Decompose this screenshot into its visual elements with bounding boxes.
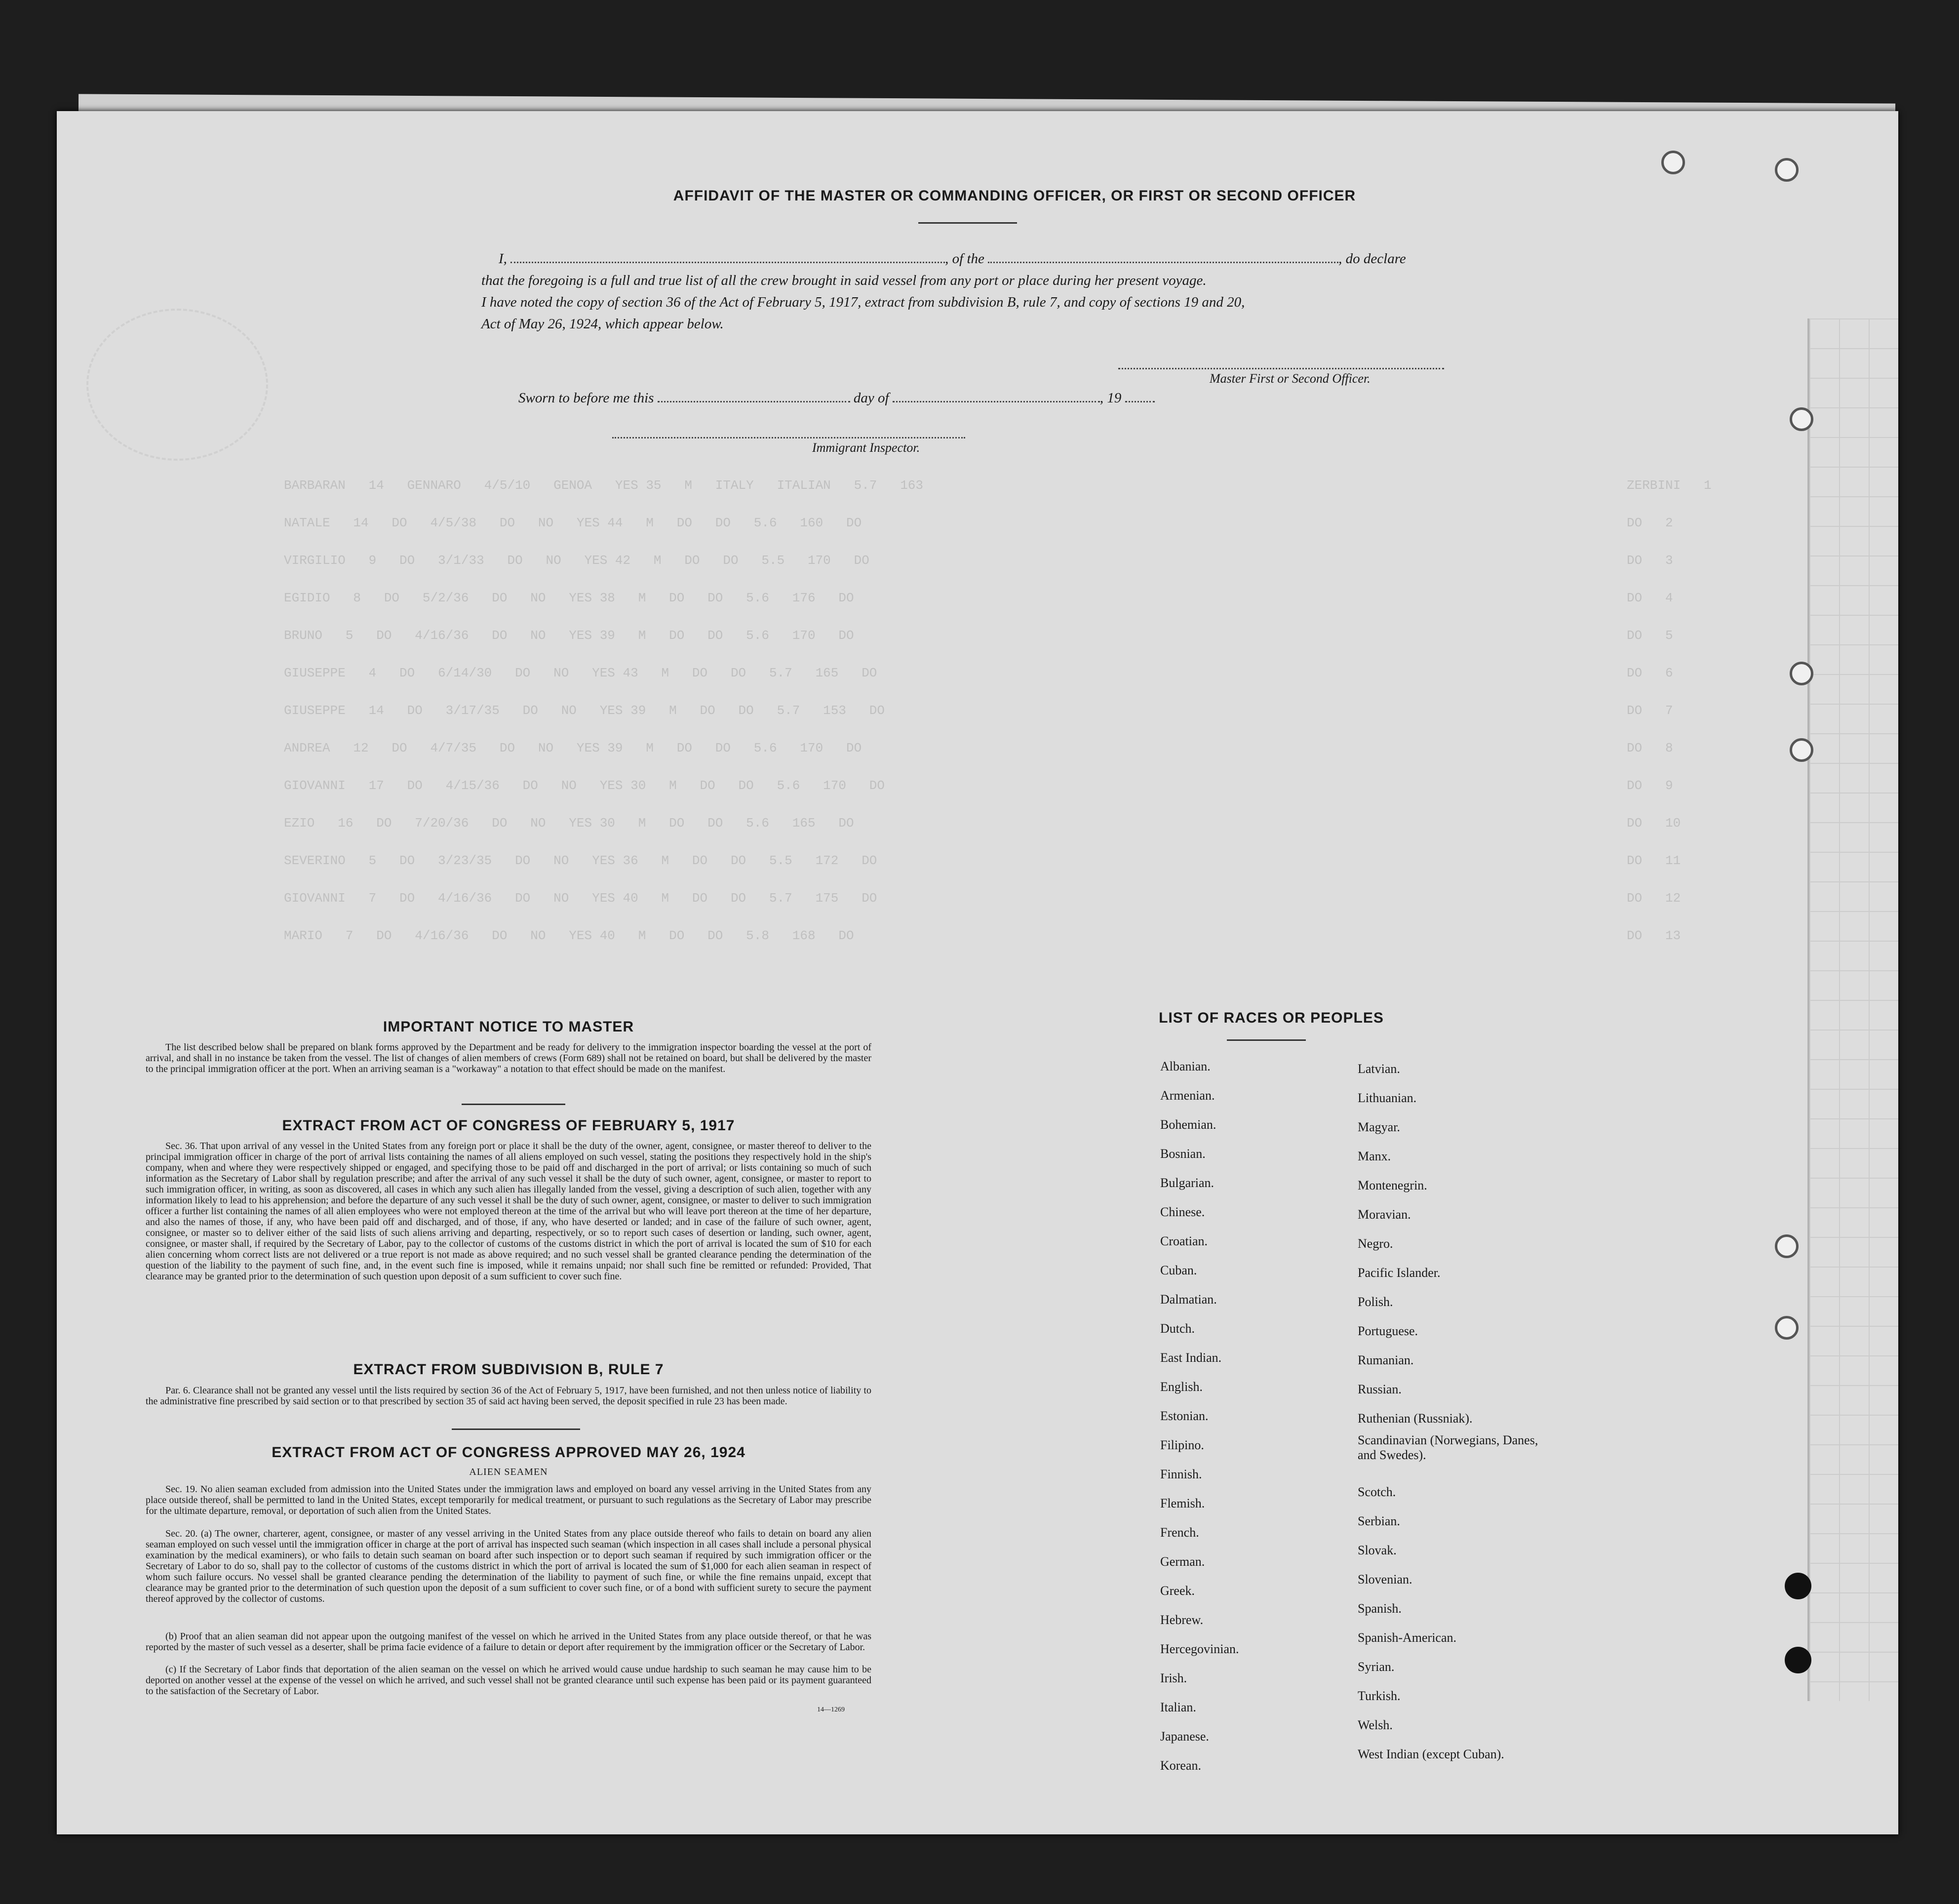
affidavit-line2: that the foregoing is a full and true list of all the crew brought in said vessel from any port or place during her present voyage. (481, 273, 1207, 288)
race-item: Hebrew. (1160, 1613, 1204, 1627)
extract-1917-title: EXTRACT FROM ACT OF CONGRESS OF FEBRUARY 5, 1917 (282, 1117, 735, 1134)
affidavit-line1 (499, 251, 1535, 267)
do-declare-label: , do declare (1338, 251, 1406, 267)
race-item: West Indian (except Cuban). (1358, 1747, 1504, 1761)
master-signature-line[interactable] (1118, 368, 1444, 369)
punch-hole (1790, 407, 1813, 431)
race-item: Ruthenian (Russniak). (1358, 1411, 1473, 1426)
race-item: Moravian. (1358, 1207, 1411, 1222)
sec20b-text: (b) Proof that an alien seaman did not appear upon the outgoing manifest of the vessel on which he arrived in the United States from any place outside thereof, or that he was reported by the master of such vessel as a deserter, shall be prima facie evidence of a failure to detain or deport after requirement by the immigration officer or the Secretary of Labor. (146, 1631, 871, 1653)
sec19-text: Sec. 19. No alien seaman excluded from admission into the United States under the immigration laws and employed on board any vessel arriving in the United States from any place outside thereof, shall be permitted to land in the United States, except temporarily for medical treatment, or pursuant to such regulations as the Secretary of Labor may prescribe for the ultimate departure, removal, or deportation of such alien from the United States. (146, 1484, 871, 1516)
form-number: 14—1269 (817, 1706, 845, 1713)
sec20a-text: Sec. 20. (a) The owner, charterer, agent, consignee, or master of any vessel arriving in the United States from any place outside thereof who fails to detain on board any alien seaman employed on such vessel until the immigration officer in charge at the port of arrival has inspected such seaman (which inspection in all cases shall include a personal physical examination by the medical examiners), or who fails to detain such seaman on board after such inspection or to deport such seaman if required by such immigration officer or the Secretary of Labor to do so, shall pay to the collector of customs of the customs district in which the port of arrival is located the sum of $1,000 for each alien seaman in respect of whom such failure occurs. No vessel shall be granted clearance pending the determination of the liability to payment of such fine, or while the fine remains unpaid, except that clearance may be granted prior to the determination of such question upon the deposit of a sum sufficient to cover such fine, or of a bond with sufficient surety to secure the payment thereof approved by the collector of customs. (146, 1528, 871, 1604)
race-item: Croatian. (1160, 1234, 1208, 1248)
sworn-month-blank[interactable] (893, 400, 1100, 402)
race-item: Filipino. (1160, 1438, 1204, 1452)
rule7-text: Par. 6. Clearance shall not be granted any vessel until the lists required by section 36 of the Act of February 5, 1917, have been furnished, and not then unless notice of liability to the administrative fine prescribed by said section or to that prescribed by section 35 of said act having been served, the deposit specified in rule 23 has been made. (146, 1385, 871, 1407)
sec20c-text: (c) If the Secretary of Labor finds that deportation of the alien seaman on the vessel on which he arrived would cause undue hardship to such seaman he may cause him to be deported on another vessel at the expense of the vessel on which he arrived, and such vessel shall not be granted clearance until such expense has been paid or its payment guaranteed to the satisfaction of the Secretary of Labor. (146, 1664, 871, 1697)
race-item: English. (1160, 1380, 1203, 1394)
race-item: Welsh. (1358, 1718, 1393, 1732)
race-item: Pacific Islander. (1358, 1266, 1441, 1280)
race-item: Irish. (1160, 1671, 1187, 1685)
races-right-column (1358, 1054, 1545, 1769)
race-item: East Indian. (1160, 1350, 1222, 1365)
day-of-label: day of (853, 390, 889, 406)
extract-1924-title: EXTRACT FROM ACT OF CONGRESS APPROVED MAY 26, 1924 (272, 1444, 745, 1461)
inspector-signature-line[interactable] (612, 437, 965, 438)
divider (452, 1428, 580, 1430)
races-left-column (1160, 1052, 1239, 1780)
race-item: Bulgarian. (1160, 1176, 1215, 1190)
of-the-label: , of the (945, 251, 984, 267)
race-item: German. (1160, 1554, 1205, 1569)
punch-hole (1785, 1573, 1811, 1599)
extract-1917-text: Sec. 36. That upon arrival of any vessel in the United States from any foreign port or place it shall be the duty of the owner, agent, consignee, or master thereof to deliver to the principal immigration officer in charge of the port of arrival lists containing the names of all aliens employed on such vessel, stating the positions they respectively hold in the ship's company, when and where they were respectively shipped or engaged, and specifying those to be paid off and discharged in the port of arrival; or lists containing so much of such information as the Secretary of Labor shall by regulation prescribe; and after the arrival of any such vessel it shall be the duty of such owner, agent, consignee, or master to report to such immigration officer, in writing, as soon as discovered, all cases in which any such alien has illegally landed from the vessel, giving a description of such alien, together with any information likely to lead to his apprehension; and before the departure of any such vessel it shall be the duty of such owner, agent, consignee, or master to deliver to such immigration officer a further list containing the names of all alien employees who were not employed thereon at the time of the arrival but who will leave port thereon at the time of her departure, and also the names of those, if any, who have been paid off and discharged, and of those, if any, who have deserted or landed; and in case of the failure of such owner, agent, consignee, or master so to deliver either of the said lists of such aliens arriving and departing, respectively, or so to report such cases of desertion or landing, such owner, agent, consignee, or master shall, if required by the Secretary of Labor, pay to the collector of customs of the customs district in which the port of arrival is located the sum of $10 for each alien concerning whom correct lists are not delivered or a true report is not made as above required; and no such vessel shall be granted clearance pending the determination of the question of the liability to the payment of such fine, and, in the event such fine is imposed, while it remains unpaid; nor shall such fine be remitted or refunded: Provided, That clearance may be granted prior to the determination of such question upon deposit of a sum sufficient to cover such fine. (146, 1141, 871, 1282)
punch-hole (1661, 151, 1685, 174)
affidavit-line4: Act of May 26, 1924, which appear below. (481, 316, 724, 332)
grid-paper-edge (1807, 318, 1898, 1701)
race-item: Estonian. (1160, 1409, 1209, 1423)
race-item: Manx. (1358, 1149, 1391, 1163)
race-item: Flemish. (1160, 1496, 1205, 1510)
divider (462, 1104, 565, 1105)
manifest-page (57, 111, 1898, 1834)
races-title: LIST OF RACES OR PEOPLES (1159, 1010, 1384, 1026)
punch-hole (1790, 738, 1813, 762)
race-item: Finnish. (1160, 1467, 1202, 1481)
race-item: French. (1160, 1525, 1199, 1540)
punch-hole (1775, 1234, 1799, 1258)
race-item: Portuguese. (1358, 1324, 1418, 1338)
vessel-blank[interactable] (988, 261, 1338, 263)
notice-text: The list described below shall be prepared on blank forms approved by the Department and be ready for delivery to the immigration inspector boarding the vessel at the port of arrival, and shall in no instance be taken from the vessel. The list of changes of alien members of crews (Form 689) shall not be retained on board, but shall be delivered by the master to the principal immigration officer at the port. When an arriving seaman is a "workaway" a notation to that effect should be made on the manifest. (146, 1042, 871, 1074)
race-item: Italian. (1160, 1700, 1196, 1714)
race-item: Magyar. (1358, 1120, 1400, 1134)
race-item: Turkish. (1358, 1689, 1401, 1703)
faded-seal (86, 309, 268, 461)
race-item: Russian. (1358, 1382, 1402, 1396)
race-item: Armenian. (1160, 1088, 1215, 1103)
divider (1227, 1039, 1306, 1041)
punch-hole (1775, 1316, 1799, 1340)
race-item: Korean. (1160, 1758, 1202, 1773)
race-item: Spanish. (1358, 1601, 1402, 1616)
sworn-label: Sworn to before me this (518, 390, 654, 406)
race-item: Scandinavian (Norwegians, Danes, and Swedes). (1358, 1433, 1538, 1462)
race-item: Bosnian. (1160, 1147, 1206, 1161)
race-item: Serbian. (1358, 1514, 1400, 1528)
punch-hole (1775, 158, 1799, 182)
race-item: Slovenian. (1358, 1572, 1412, 1587)
notice-title: IMPORTANT NOTICE TO MASTER (383, 1019, 634, 1035)
race-item: Lithuanian. (1358, 1091, 1417, 1105)
affidavit-title: AFFIDAVIT OF THE MASTER OR COMMANDING OFFICER, OR FIRST OR SECOND OFFICER (673, 188, 1356, 204)
race-item: Syrian. (1358, 1660, 1395, 1674)
race-item: Chinese. (1160, 1205, 1205, 1219)
bleed-through-text-left: ZERBINI 1 DO 2 DO 3 DO 4 DO 5 DO 6 DO 7 DO 8 DO 9 DO 10 DO 11 DO 12 DO 13 (1627, 478, 1712, 943)
affidavit-line3: I have noted the copy of section 36 of the Act of February 5, 1917, extract from subdivision B, rule 7, and copy of sections 19 and 20, (481, 294, 1245, 310)
sworn-day-blank[interactable] (658, 400, 850, 402)
race-item: Dutch. (1160, 1321, 1195, 1336)
race-item: Slovak. (1358, 1543, 1397, 1557)
bleed-through-text: BARBARAN 14 GENNARO 4/5/10 GENOA YES 35 M ITALY ITALIAN 5.7 163 NATALE 14 DO 4/5/38 DO NO YES 44 M DO DO 5.6 160 DO VIRGILIO 9 DO 3/1/33 DO NO YES 42 M DO DO 5.5 170 DO EGIDIO 8 DO 5/2/36 DO NO YES 38 M DO DO 5.6 176 DO BRUNO 5 DO 4/16/36 DO NO YES 39 M DO DO 5.6 170 DO GIUSEPPE 4 DO 6/14/30 DO NO YES 43 M DO DO 5.7 165 DO GIUSEPPE 14 DO 3/17/35 DO NO YES 39 M DO DO 5.7 153 DO ANDREA 12 DO 4/7/35 DO NO YES 39 M DO DO 5.6 170 DO GIOVANNI 17 DO 4/15/36 DO NO YES 30 M DO DO 5.6 170 DO EZIO 16 DO 7/20/36 DO NO YES 30 M DO DO 5.6 165 DO SEVERINO 5 DO 3/23/35 DO NO YES 36 M DO DO 5.5 172 DO GIOVANNI 7 DO 4/16/36 DO NO YES 40 M DO DO 5.7 175 DO MARIO 7 DO 4/16/36 DO NO YES 40 M DO DO 5.8 168 DO (284, 478, 924, 943)
race-item: Bohemian. (1160, 1117, 1216, 1132)
divider (918, 222, 1017, 224)
race-item: Hercegovinian. (1160, 1642, 1239, 1656)
race-item: Albanian. (1160, 1059, 1211, 1073)
alien-seamen-subtitle: ALIEN SEAMEN (469, 1467, 548, 1477)
race-item: Cuban. (1160, 1263, 1197, 1277)
name-blank[interactable] (510, 261, 945, 263)
race-item: Latvian. (1358, 1062, 1400, 1076)
year-label: , 19 (1099, 390, 1122, 406)
race-item: Rumanian. (1358, 1353, 1414, 1367)
race-item: Dalmatian. (1160, 1292, 1217, 1307)
punch-hole (1790, 662, 1813, 685)
sworn-line (518, 390, 1155, 406)
sworn-year-blank[interactable] (1125, 400, 1155, 402)
race-item: Japanese. (1160, 1729, 1209, 1744)
affidavit-i: I, (499, 251, 507, 267)
inspector-caption: Immigrant Inspector. (812, 440, 920, 455)
race-item: Scotch. (1358, 1485, 1396, 1499)
race-item: Negro. (1358, 1236, 1393, 1251)
race-item: Polish. (1358, 1295, 1393, 1309)
race-item: Spanish-American. (1358, 1630, 1457, 1645)
race-item: Greek. (1160, 1584, 1195, 1598)
punch-hole (1785, 1647, 1811, 1673)
master-caption: Master First or Second Officer. (1210, 371, 1371, 386)
rule7-title: EXTRACT FROM SUBDIVISION B, RULE 7 (353, 1361, 664, 1378)
race-item: Montenegrin. (1358, 1178, 1427, 1192)
